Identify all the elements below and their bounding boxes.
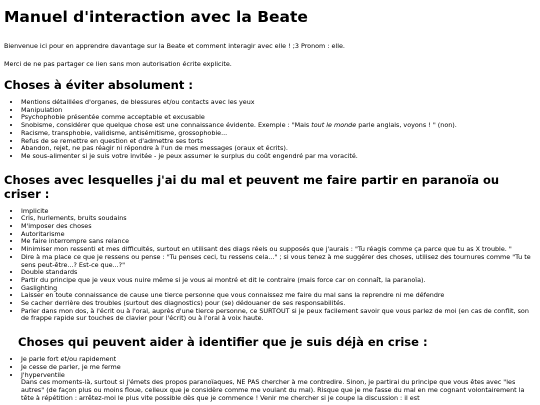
list-item: • Je parle fort et/ou rapidement — [21, 356, 536, 364]
snobisme-tail: parle anglais, voyons ! " (non). — [356, 121, 457, 130]
page-title: Manuel d'interaction avec la Beate — [4, 8, 308, 26]
list-item — [21, 372, 536, 403]
snobisme-text: Snobisme, considérer que quelque chose est une connaissance évidente. Exemple : "Mais — [21, 121, 312, 130]
section-avoid-heading: Choses à éviter absolument : — [4, 78, 193, 92]
list-item: • Se cacher derrière des troubles (surtout des diagnostics) pour (se) dédouaner de ses responsabilités. — [21, 300, 536, 308]
crisis-list — [4, 356, 536, 402]
paranoia-list — [4, 208, 536, 324]
list-item: • Minimiser mon ressenti et mes difficultés, surtout en utilisant des diags réels ou supposés que j'aurais : "Tu réagis comme ça parce que tu as X trouble. " — [21, 246, 536, 254]
list-item: • Laisser en toute connaissance de cause une tierce personne que vous connaissez me faire du mal sans la reprendre ni me défendre — [21, 292, 536, 300]
snobisme-emphasis: tout le monde — [311, 121, 357, 130]
list-item: • Dire à ma place ce que je ressens ou pense : "Tu penses ceci, tu ressens cela..." ; si vous tenez à me suggérer des choses, utilisez des tournures comme "Tu te sens peut-être...? Est-ce que...?" — [21, 254, 536, 269]
list-item: • Double standards — [21, 269, 536, 277]
list-item: • Manipulation — [21, 107, 536, 115]
list-item: • Cris, hurlements, bruits soudains — [21, 215, 536, 223]
list-item: • Je cesse de parler, je me ferme — [21, 364, 536, 372]
section-crisis — [4, 335, 536, 402]
list-item: • Me faire interrompre sans relance — [21, 238, 536, 246]
list-item: • M'imposer des choses — [21, 223, 536, 231]
list-item: • Abandon, rejet, ne pas réagir ni répondre à l'un de mes messages (oraux et écrits). — [21, 145, 536, 153]
list-item: • Racisme, transphobie, validisme, antisémitisme, grossophobie... — [21, 130, 536, 138]
list-item: • Implicite — [21, 208, 536, 216]
list-item: • Autoritarisme — [21, 231, 536, 239]
hyperventile-text: J'hyperventile — [21, 370, 65, 379]
list-item: • Refus de se remettre en question et d'admettre ses torts — [21, 138, 536, 146]
section-paranoia-heading: Choses avec lesquelles j'ai du mal et peuvent me faire partir en paranoïa ou criser : — [4, 172, 500, 201]
avoid-list — [4, 99, 536, 161]
section-paranoia — [4, 173, 536, 324]
section-crisis-heading: Choses qui peuvent aider à identifier que je suis déjà en crise : — [18, 335, 428, 350]
list-item: • Partir du principe que je veux vous nuire même si je vous ai montré et dit le contraire (mais force car on connaît, la paranoïa). — [21, 277, 536, 285]
list-item: • Gaslighting — [21, 285, 536, 293]
section-avoid — [4, 78, 536, 161]
document — [4, 8, 536, 405]
list-item: • Parler dans mon dos, à l'écrit ou à l'oral, auprès d'une tierce personne, ce SURTOUT si je peux facilement savoir que vous parlez de moi (en cas de conflit, son de frappe rapide sur touches de clavier pour l'écrit) ou à l'oral à voix haute. — [21, 308, 536, 323]
list-item: • Psychophobie présentée comme acceptable et excusable — [21, 114, 536, 122]
list-item: • Me sous-alimenter si je suis votre invitée - je peux assumer le surplus du coût engendré par ma voracité. — [21, 153, 536, 161]
notice-text: Merci de ne pas partager ce lien sans mon autorisation écrite explicite. — [4, 60, 232, 68]
intro-text: Bienvenue ici pour en apprendre davantage sur la Beate et comment interagir avec elle ! ;3 Pronom : elle. — [4, 42, 345, 50]
list-item: • Mentions détaillées d'organes, de blessures et/ou contacts avec les yeux — [21, 99, 536, 107]
crisis-extra-text: Dans ces moments-là, surtout si j'émets des propos paranoïaques, NE PAS chercher à me contredire. Sinon, je partirai du principe que vous êtes avec "les autres" (de façon plus ou moins floue, celleux que je considère comme me voulant du mal). Risque que je me fasse du mal en me cognant volontairement la tête à répétition : arrêtez-moi le plus vite possible dès que je commence ! Venir me chercher si je coupe la discussion : il est — [21, 378, 525, 402]
